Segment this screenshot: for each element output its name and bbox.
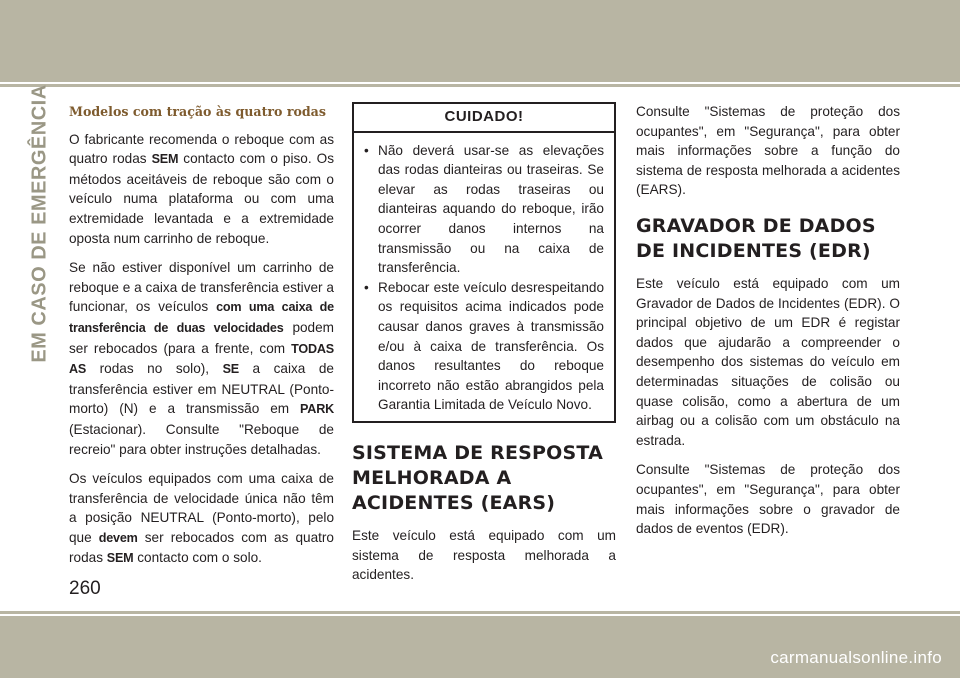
paragraph-towing-recommendation <box>69 130 334 249</box>
emphasis-park: PARK <box>300 402 334 417</box>
text-run: rodas no solo), <box>86 361 223 377</box>
caution-list <box>354 133 614 421</box>
paragraph-ears: Este veículo está equipado com um sistema de resposta melhorada a acidentes. <box>352 527 616 583</box>
text-run: O fabricante recomenda o reboque com as quatro rodas <box>69 131 334 167</box>
paragraph-ears-reference: Consulte "Sistemas de proteção dos ocupantes", em "Segurança", para obter mais informações sobre a função do sistema de resposta melhorada a acidentes (EARS). <box>636 104 900 198</box>
bottom-band <box>0 616 960 678</box>
emphasis-two-speed: com uma caixa de transferência de duas velocidades <box>69 300 334 335</box>
top-rule <box>0 84 960 87</box>
text-run: Os veículos equipados com uma caixa de transferência de velocidade única não têm a posição NEUTRAL (Ponto-morto), pelo que <box>69 471 334 545</box>
section-side-tab-label: EM CASO DE EMERGÊNCIA <box>28 83 51 363</box>
emphasis-sem: SEM <box>151 152 179 167</box>
section-heading-edr: GRAVADOR DE DADOS DE INCIDENTES (EDR) <box>636 214 876 262</box>
caution-item: • Não deverá usar-se as elevações das rodas dianteiras ou traseiras. Se elevar as rodas traseiras ou dianteiras aquando do reboque, irão ocorrer danos internos na transmissão ou na caixa de transferência. <box>364 141 604 278</box>
column-right <box>636 102 900 549</box>
emphasis-sem: SEM <box>106 551 134 566</box>
text-run: a caixa de transferência estiver em NEUTRAL (Ponto-morto) (N) e a transmissão em <box>69 361 334 417</box>
caution-item: • Rebocar este veículo desrespeitando os requisitos acima indicados pode causar danos graves à transmissão e/ou à caixa de transferência. Os danos resultantes do reboque incorreto não estão abrangidos pela Garantia Limitada de Veículo Novo. <box>364 278 604 415</box>
paragraph-transfer-case <box>69 258 334 459</box>
caution-box <box>352 102 616 423</box>
paragraph-edr-reference: Consulte "Sistemas de proteção dos ocupantes", em "Segurança", para obter mais informações sobre o gravador de dados de eventos (EDR). <box>636 462 900 537</box>
text-run: (Estacionar). Consulte "Reboque de recreio" para obter instruções detalhadas. <box>69 421 334 457</box>
section-heading-ears: SISTEMA DE RESPOSTA MELHORADA A ACIDENTES (EARS) <box>352 441 604 514</box>
emphasis-todas-as: TODAS AS <box>69 341 334 377</box>
text-run: ser rebocados com as quatro rodas <box>69 529 334 566</box>
watermark: carmanualsonline.info <box>770 648 942 667</box>
text-run: podem ser rebocados (para a frente, com <box>69 319 335 356</box>
emphasis-se: SE <box>222 362 239 377</box>
text-run: Se não estiver disponível um carrinho de reboque e a caixa de transferência estiver a funcionar, os veículos <box>69 260 334 315</box>
section-side-tab <box>26 83 54 363</box>
text-run: contacto com o solo. <box>133 550 262 566</box>
text-run: contacto com o piso. Os métodos aceitáveis de reboque são com o veículo numa plataforma ou com uma extremidade levantada e a extremidade oposta num carrinho de reboque. <box>69 151 334 246</box>
subsection-heading: Modelos com tração às quatro rodas <box>69 104 326 119</box>
column-middle <box>352 102 616 595</box>
emphasis-devem: devem <box>98 530 138 545</box>
column-left <box>69 102 334 579</box>
page-number: 260 <box>69 578 101 599</box>
paragraph-single-speed <box>69 469 334 569</box>
paragraph-edr: Este veículo está equipado com um Gravador de Dados de Incidentes (EDR). O principal objetivo de um EDR é registar dados que ajudarão a compreender o desempenho dos sistemas do veículo em determinadas situações de colisão ou quase colisão, como a abertura de um airbag ou a colisão com um obstáculo na estrada. <box>636 275 900 448</box>
bottom-rule <box>0 611 960 614</box>
caution-title: CUIDADO! <box>354 104 614 133</box>
top-band <box>0 0 960 82</box>
